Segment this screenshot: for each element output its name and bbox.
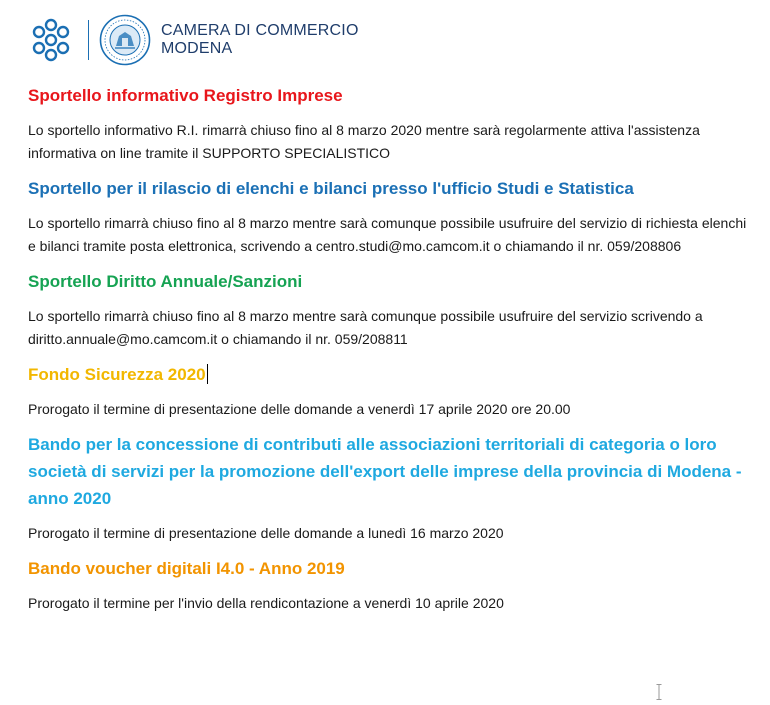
section-title-fondo-sicurezza [28,361,753,388]
section-text-voucher-digitali: Prorogato il termine per l'invio della rendicontazione a venerdì 10 aprile 2020 [28,595,504,611]
section-title-diritto-annuale: Sportello Diritto Annuale/Sanzioni [28,272,303,291]
org-name-line1: CAMERA DI COMMERCIO [161,22,359,39]
organization-name [161,22,359,58]
section-text-elenchi-bilanci: Lo sportello rimarrà chiuso fino al 8 marzo mentre sarà comunque possibile usufruire del servizio di richiesta elenchi e bilanci tramite posta elettronica, scrivendo a centro.studi@mo.camcom.it o chiamando il nr. 059/208806 [28,215,747,254]
header [26,14,359,66]
logo-divider [88,20,89,60]
modena-seal-icon [99,14,151,66]
notice-content [28,82,753,615]
section-text-diritto-annuale: Lo sportello rimarrà chiuso fino al 8 marzo mentre sarà comunque possibile usufruire del servizio scrivendo a diritto.annuale@mo.camcom.it o chiamando il nr. 059/208811 [28,308,703,347]
section-text-registro-imprese: Lo sportello informativo R.I. rimarrà chiuso fino al 8 marzo 2020 mentre sarà regolarmente attiva l'assistenza informativa on line tramite il SUPPORTO SPECIALISTICO [28,122,700,161]
section-title-elenchi-bilanci: Sportello per il rilascio di elenchi e bilanci presso l'ufficio Studi e Statistica [28,179,634,198]
section-title-registro-imprese: Sportello informativo Registro Imprese [28,86,343,105]
org-name-line2: MODENA [161,40,233,57]
section-title-bando-export: Bando per la concessione di contributi alle associazioni territoriali di categoria o loro società di servizi per la promozione dell'export delle imprese della provincia di Modena - anno 2020 [28,435,742,508]
section-title-voucher-digitali: Bando voucher digitali I4.0 - Anno 2019 [28,559,345,578]
section-text-bando-export: Prorogato il termine di presentazione delle domande a lunedì 16 marzo 2020 [28,525,504,541]
text-cursor [207,364,208,384]
camcom-network-logo-icon [26,15,76,65]
section-text-fondo-sicurezza: Prorogato il termine di presentazione delle domande a venerdì 17 aprile 2020 ore 20.00 [28,401,571,417]
section-title-fondo-sicurezza-text: Fondo Sicurezza 2020 [28,365,206,384]
ibeam-cursor-icon [656,684,662,700]
